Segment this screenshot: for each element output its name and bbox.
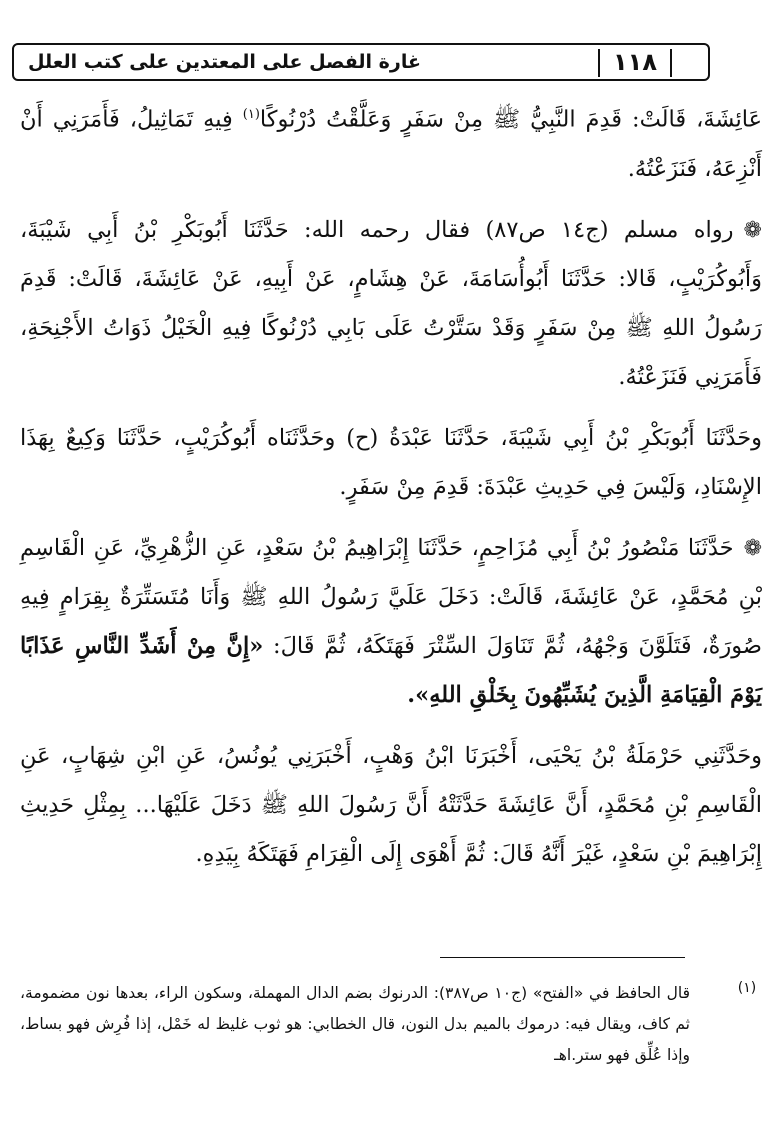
- flower-ornament-icon: ❁: [743, 217, 762, 243]
- hadith-quote: «إِنَّ مِنْ أَشَدِّ النَّاسِ عَذَابًا يَوْمَ الْقِيَامَةِ الَّذِينَ يُشَبِّهُونَ بِخَلْقِ اللهِ».: [20, 632, 762, 708]
- footnote-marker: (١): [737, 980, 757, 996]
- footnote-text: [20, 978, 730, 1071]
- footnote-body: قال الحافظ في «الفتح» (ج١٠ ص٣٨٧): الدرنوك بضم الدال المهملة، وسكون الراء، بعدها نون مضمومة، ثم كاف، ويقال فيه: درموك بالميم بدل النون، قال الخطابي: هو ثوب غليظ له خَمْل، إذا فُرِش فهو بساط، وإذا عُلِّق فهو ستر.اهـ: [20, 984, 690, 1064]
- paragraph-1-rest: فِيهِ تَمَاثِيلُ، فَأَمَرَنِي أَنْ أَنْزِعَهُ، فَنَزَعْتُهُ.: [20, 106, 762, 182]
- paragraph-5: [20, 732, 762, 879]
- paragraph-1-text: عَائِشَةَ، قَالَتْ: قَدِمَ النَّبِيُّ ﷺ مِنْ سَفَرٍ وَعَلَّقْتُ دُرْنُوكًا: [259, 106, 763, 133]
- page-header: [12, 43, 710, 81]
- paragraph-3: [20, 414, 762, 512]
- paragraph-5-text: وحَدَّثَنِي حَرْمَلَةُ بْنُ يَحْيَى، أَخْبَرَنَا ابْنُ وَهْبٍ، أَخْبَرَنِي يُونُسُ، عَنِ ابْنِ شِهَابٍ، عَنِ الْقَاسِمِ بْنِ مُحَمَّدٍ، أَنَّ عَائِشَةَ حَدَّثَتْهُ أَنَّ رَسُولَ اللهِ ﷺ دَخَلَ عَلَيْهَا... بِمِثْلِ حَدِيثِ إِبْرَاهِيمَ بْنِ سَعْدٍ، غَيْرَ أَنَّهُ قَالَ: ثُمَّ أَهْوَى إِلَى الْقِرَامِ فَهَتَكَهُ بِيَدِهِ.: [20, 742, 762, 867]
- footnote-ref: (١): [242, 107, 260, 122]
- footnote-separator: [440, 957, 685, 958]
- paragraph-2: [20, 206, 762, 402]
- flower-ornament-icon: ❁: [743, 535, 762, 561]
- page-body: [20, 90, 762, 879]
- paragraph-4-text: حَدَّثَنَا مَنْصُورُ بْنُ أَبِي مُزَاحِمٍ، حَدَّثَنَا إِبْرَاهِيمُ بْنُ سَعْدٍ، عَنِ الزُّهْرِيِّ، عَنِ الْقَاسِمِ بْنِ مُحَمَّدٍ، عَنْ عَائِشَةَ، قَالَتْ: دَخَلَ عَلَيَّ رَسُولُ اللهِ ﷺ وَأَنَا مُتَسَتِّرَةٌ بِقِرَامٍ فِيهِ صُورَةٌ، فَتَلَوَّنَ وَجْهُهُ، ثُمَّ تَنَاوَلَ السِّتْرَ فَهَتَكَهُ، ثُمَّ قَالَ:: [20, 534, 763, 659]
- header-divider-right: [670, 49, 672, 77]
- paragraph-1: [20, 90, 762, 194]
- paragraph-2-text: رواه مسلم (ج١٤ ص٨٧) فقال رحمه الله: حَدَّثَنَا أَبُوبَكْرِ بْنُ أَبِي شَيْبَةَ، وَأَبُوكُرَيْبٍ، قَالا: حَدَّثَنَا أَبُوأُسَامَةَ، عَنْ هِشَامٍ، عَنْ أَبِيهِ، عَنْ عَائِشَةَ، قَالَتْ: قَدِمَ رَسُولُ اللهِ ﷺ مِنْ سَفَرٍ وَقَدْ سَتَّرْتُ عَلَى بَابِي دُرْنُوكًا فِيهِ الْخَيْلُ ذَوَاتُ الأَجْنِحَةِ، فَأَمَرَنِي فَنَزَعْتُهُ.: [20, 216, 762, 390]
- book-title: غارة الفصل على المعتدين على كتب العلل: [28, 51, 421, 73]
- page-number: ١١٨: [613, 48, 657, 76]
- paragraph-3-text: وحَدَّثَنَا أَبُوبَكْرِ بْنُ أَبِي شَيْبَةَ، حَدَّثَنَا عَبْدَةُ (ح) وحَدَّثَنَاه أَبُوكُرَيْبٍ، حَدَّثَنَا وَكِيعٌ بِهَذَا الإِسْنَادِ، وَلَيْسَ فِي حَدِيثِ عَبْدَةَ: قَدِمَ مِنْ سَفَرٍ.: [20, 424, 762, 500]
- paragraph-4: [20, 524, 762, 720]
